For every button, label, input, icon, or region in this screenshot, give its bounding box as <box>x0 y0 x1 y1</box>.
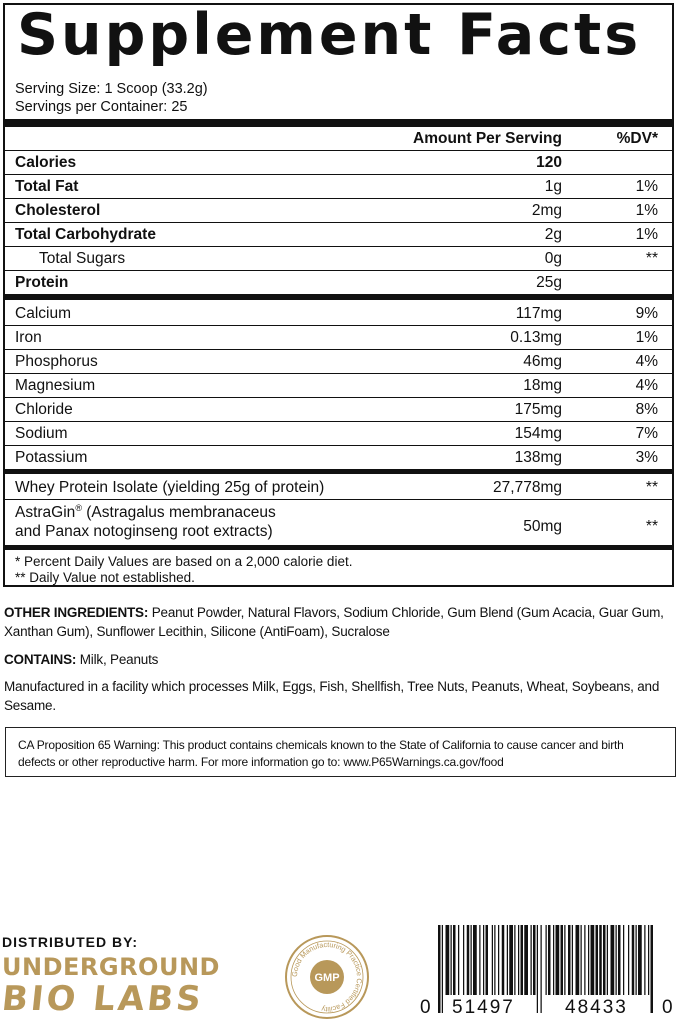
barcode-bar <box>607 925 608 995</box>
nutrient-amount: 2mg <box>531 202 562 219</box>
ingredient-name-rest: (Astragalus membranaceus <box>81 504 276 522</box>
barcode-bar <box>458 925 459 995</box>
barcode-bar <box>509 925 513 995</box>
footnote-dv: * Percent Daily Values are based on a 2,000 calorie diet. <box>15 554 353 569</box>
barcode-bar <box>453 925 456 995</box>
mineral-row-chloride <box>5 397 672 421</box>
barcode-bar <box>596 925 599 995</box>
mineral-name: Calcium <box>15 305 71 322</box>
barcode-bar <box>632 925 635 995</box>
nutrient-name: Total Carbohydrate <box>15 226 156 243</box>
mineral-name: Phosphorus <box>15 353 98 370</box>
contains <box>4 650 676 669</box>
barcode-bar <box>564 925 565 995</box>
mineral-amount: 117mg <box>515 305 562 322</box>
nutrient-dv: 1% <box>635 226 658 243</box>
mineral-name: Sodium <box>15 425 68 442</box>
ingredient-name-line2: and Panax notoginseng root extracts) <box>15 523 273 541</box>
barcode-bar <box>533 925 536 995</box>
barcode-bar <box>473 925 477 995</box>
ingredient-row-whey <box>5 475 672 499</box>
mineral-dv: 1% <box>635 329 658 346</box>
footnotes <box>15 554 352 586</box>
nutrient-name: Total Fat <box>15 178 79 195</box>
barcode-digits-right: 48433 <box>565 997 628 1018</box>
mineral-row-sodium <box>5 421 672 445</box>
nutrient-row-protein <box>5 270 672 294</box>
mineral-row-phosphorus <box>5 349 672 373</box>
other-ingredients-text: Peanut Powder, Natural Flavors, Sodium Chloride, Gum Blend (Gum Acacia, Guar Gum, Xanthan Gum), Sunflower Lecithin, Silicone (AntiFoam), Sucralose <box>4 605 664 639</box>
barcode-bar <box>518 925 519 995</box>
astragin-values <box>5 514 672 538</box>
barcode-bar <box>494 925 495 995</box>
mineral-name: Chloride <box>15 401 73 418</box>
barcode-bar <box>507 925 508 995</box>
mineral-dv: 8% <box>635 401 658 418</box>
barcode-bar <box>442 925 443 1013</box>
nutrient-row-calories <box>5 150 672 174</box>
barcode-bar <box>644 925 645 995</box>
mineral-amount: 138mg <box>514 449 562 466</box>
barcode-bar <box>588 925 589 995</box>
supplement-facts-panel <box>3 3 674 587</box>
header-dv: %DV* <box>616 130 658 147</box>
brand-logo-line2: BIO LABS <box>0 979 206 1019</box>
nutrient-name: Cholesterol <box>15 202 101 219</box>
seal-ring-text: Good Manufacturing Practice Certified Facility <box>289 939 365 1015</box>
mineral-dv: 3% <box>635 449 658 466</box>
barcode-bar <box>502 925 505 995</box>
barcode-digit-trail: 0 <box>662 997 673 1018</box>
barcode-bar <box>603 925 606 995</box>
barcode-bar <box>479 925 480 995</box>
barcode-bar <box>611 925 615 995</box>
nutrient-row-total-fat <box>5 174 672 198</box>
barcode-bar <box>576 925 580 995</box>
thick-divider <box>5 469 672 474</box>
mineral-row-potassium <box>5 445 672 469</box>
mineral-dv: 4% <box>635 377 658 394</box>
barcode-digit-lead: 0 <box>420 997 431 1018</box>
barcode-bar <box>438 925 441 1013</box>
barcode-bar <box>651 925 654 1013</box>
barcode-bar <box>556 925 560 995</box>
barcode-bar <box>553 925 554 995</box>
barcode-bar <box>531 925 532 995</box>
prop65-warning: CA Proposition 65 Warning: This product contains chemicals known to the State of California to cause cancer and birth defects or other reproductive harm. For more information go to: www.P65Warnings.ca.gov/food <box>5 727 676 777</box>
mineral-amount: 46mg <box>523 353 562 370</box>
barcode-bar <box>471 925 472 995</box>
barcode-bar <box>616 925 617 995</box>
mineral-dv: 9% <box>635 305 658 322</box>
barcode-bar <box>483 925 484 995</box>
nutrient-name: Total Sugars <box>39 250 126 267</box>
mineral-amount: 154mg <box>514 425 562 442</box>
column-header-row <box>5 126 672 150</box>
mineral-row-calcium <box>5 301 672 325</box>
nutrient-row-total-carbohydrate <box>5 222 672 246</box>
mineral-dv: 7% <box>635 425 658 442</box>
barcode-bar <box>537 925 538 1013</box>
mineral-amount: 175mg <box>514 401 562 418</box>
barcode-bar <box>628 925 629 995</box>
distributed-by-label: DISTRIBUTED BY: <box>2 934 139 950</box>
barcode-bar <box>524 925 528 995</box>
barcode-bar <box>591 925 595 995</box>
other-ingredients <box>4 603 676 641</box>
ingredient-dv: ** <box>645 479 658 496</box>
barcode-bar <box>548 925 551 995</box>
ingredient-dv: ** <box>645 518 658 535</box>
barcode-bar <box>541 925 542 1013</box>
barcode-bar <box>599 925 602 995</box>
barcode-bar <box>463 925 464 995</box>
panel-title: Supplement Facts <box>17 2 642 68</box>
header-amount: Amount Per Serving <box>413 130 562 147</box>
mineral-dv: 4% <box>635 353 658 370</box>
contains-label: CONTAINS: <box>4 652 77 667</box>
nutrient-row-total-sugars <box>5 246 672 270</box>
nutrient-amount: 120 <box>536 154 562 171</box>
mineral-amount: 0.13mg <box>510 329 562 346</box>
barcode-bar <box>561 925 564 995</box>
barcode-bar <box>623 925 624 995</box>
seal-center-text: GMP <box>314 972 340 984</box>
ingredient-name: AstraGin <box>15 504 76 522</box>
ingredient-amount: 27,778mg <box>493 479 562 496</box>
mineral-name: Iron <box>15 329 42 346</box>
barcode-bar <box>584 925 585 995</box>
barcode-bar <box>514 925 515 995</box>
barcode-bar <box>446 925 450 995</box>
nutrient-amount: 1g <box>544 178 562 195</box>
nutrient-row-cholesterol <box>5 198 672 222</box>
barcode-bar <box>581 925 582 995</box>
mineral-name: Magnesium <box>15 377 96 394</box>
serving-size: Serving Size: 1 Scoop (33.2g) <box>15 81 208 97</box>
barcode-digits-left: 51497 <box>452 997 515 1018</box>
brand-logo-line1: UNDERGROUND <box>2 953 220 981</box>
nutrient-amount: 0g <box>544 250 562 267</box>
barcode-bar <box>568 925 571 995</box>
nutrient-name: Calories <box>15 154 77 171</box>
nutrient-amount: 25g <box>536 274 562 291</box>
barcode-bar <box>467 925 470 995</box>
barcode-bar <box>618 925 621 995</box>
facility-statement: Manufactured in a facility which processes Milk, Eggs, Fish, Shellfish, Tree Nuts, Peanuts, Wheat, Soybeans, and Sesame. <box>4 679 660 713</box>
servings-per-container: Servings per Container: 25 <box>15 99 188 115</box>
barcode-bar <box>492 925 493 995</box>
mineral-name: Potassium <box>15 449 88 466</box>
nutrient-amount: 2g <box>544 226 562 243</box>
mineral-row-magnesium <box>5 373 672 397</box>
barcode-bar <box>648 925 649 995</box>
ingredient-amount: 50mg <box>523 518 562 535</box>
other-ingredients-label: OTHER INGREDIENTS: <box>4 605 149 620</box>
nutrient-dv: 1% <box>635 178 658 195</box>
barcode-bar <box>572 925 573 995</box>
footnote-not-established: ** Daily Value not established. <box>15 570 195 585</box>
thick-divider <box>5 545 672 550</box>
nutrient-dv: ** <box>645 250 658 267</box>
mineral-row-iron <box>5 325 672 349</box>
barcode-bar <box>636 925 637 995</box>
gmp-seal-icon <box>284 934 370 1020</box>
thick-divider <box>5 294 672 300</box>
barcode-bar <box>451 925 452 995</box>
mineral-amount: 18mg <box>523 377 562 394</box>
barcode-bar <box>546 925 547 995</box>
barcode-bar <box>521 925 524 995</box>
registered-mark: ® <box>75 503 82 513</box>
barcode-bar <box>638 925 642 995</box>
nutrient-dv: 1% <box>635 202 658 219</box>
nutrient-name: Protein <box>15 274 69 291</box>
barcode-bar <box>486 925 489 995</box>
ingredient-name: Whey Protein Isolate (yielding 25g of protein) <box>15 479 325 496</box>
barcode-bar <box>498 925 499 995</box>
contains-text: Milk, Peanuts <box>76 652 159 667</box>
